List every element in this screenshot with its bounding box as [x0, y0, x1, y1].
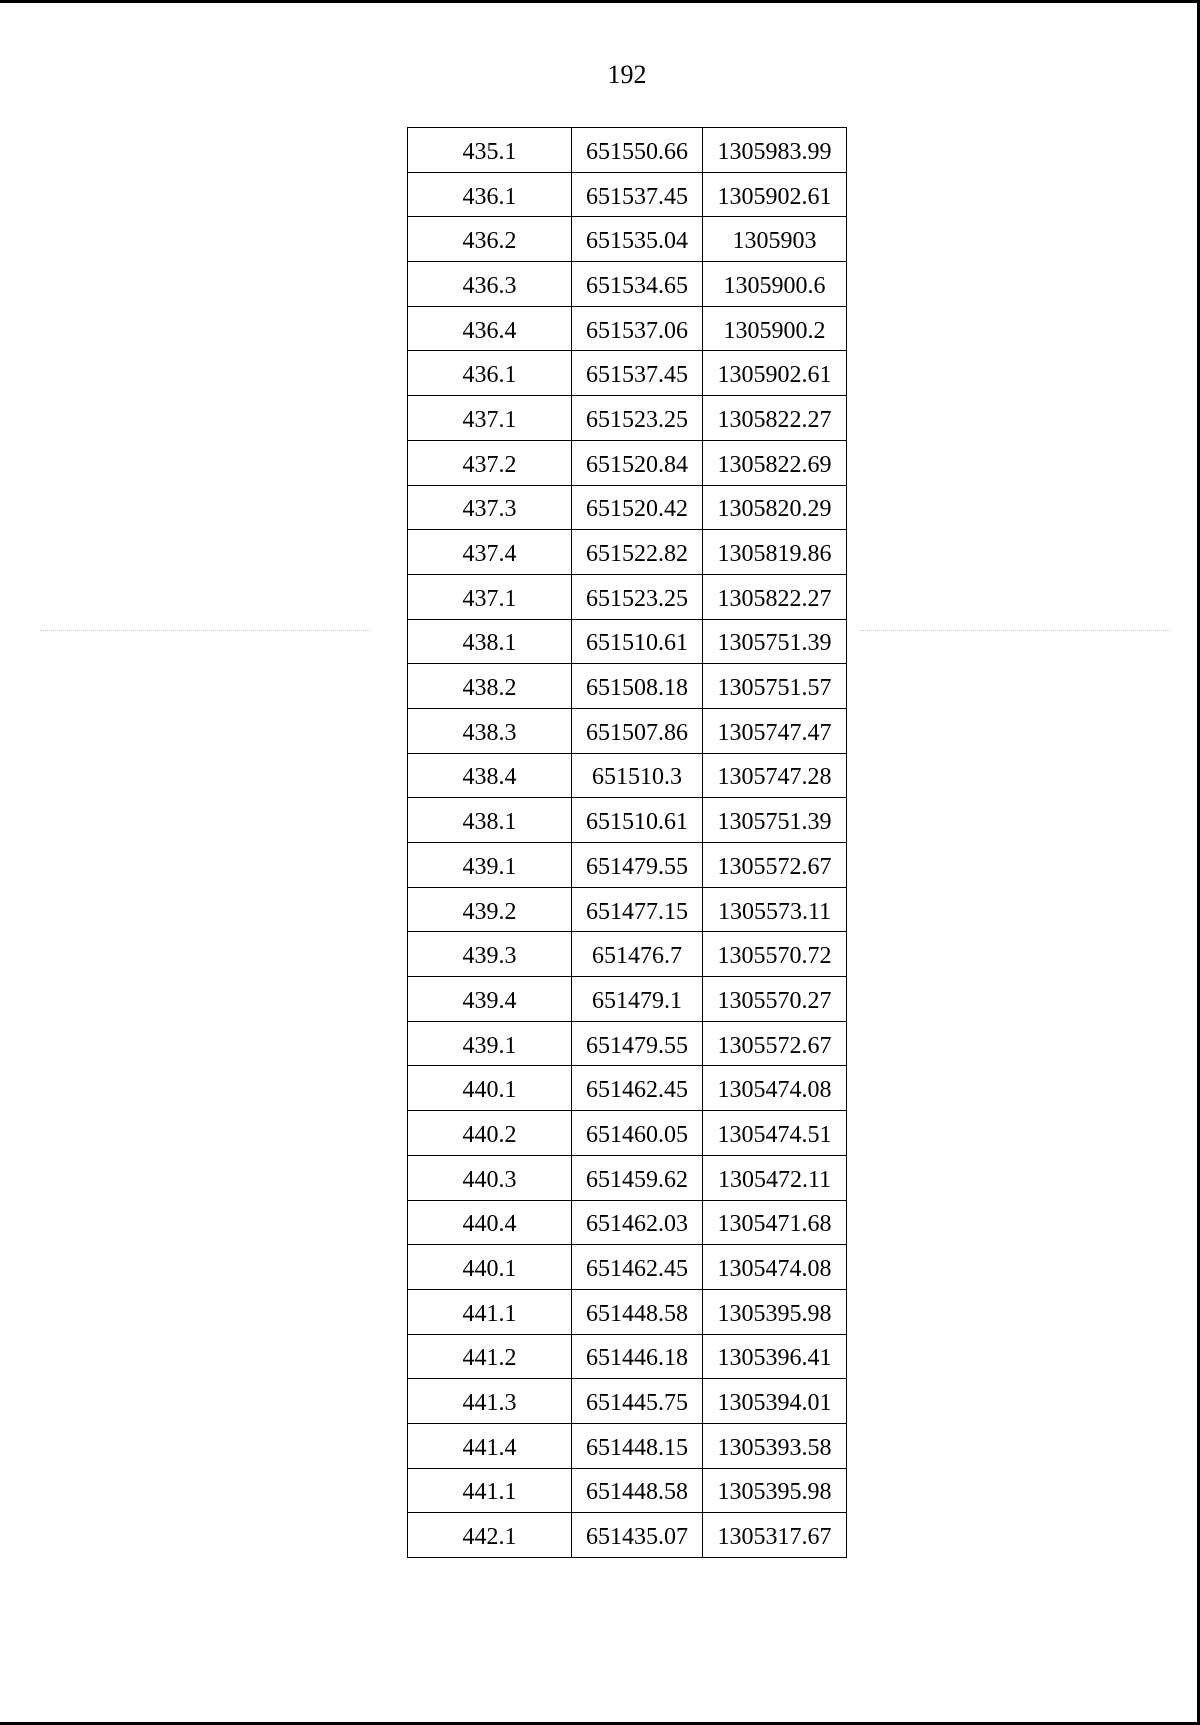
x-coordinate-cell: 651520.84: [572, 440, 703, 485]
y-coordinate-cell: 1305822.27: [703, 574, 847, 619]
table-row: [408, 977, 847, 1022]
x-coordinate-cell: 651508.18: [572, 664, 703, 709]
point-id-cell: 437.1: [408, 396, 572, 441]
point-id-cell: 439.1: [408, 1021, 572, 1066]
point-id-cell: 440.1: [408, 1245, 572, 1290]
table-row: [408, 1066, 847, 1111]
y-coordinate-cell: 1305394.01: [703, 1379, 847, 1424]
x-coordinate-cell: 651522.82: [572, 530, 703, 575]
y-coordinate-cell: 1305902.61: [703, 172, 847, 217]
x-coordinate-cell: 651445.75: [572, 1379, 703, 1424]
point-id-cell: 436.4: [408, 306, 572, 351]
point-id-cell: 440.4: [408, 1200, 572, 1245]
y-coordinate-cell: 1305393.58: [703, 1423, 847, 1468]
y-coordinate-cell: 1305570.27: [703, 977, 847, 1022]
point-id-cell: 439.4: [408, 977, 572, 1022]
x-coordinate-cell: 651462.03: [572, 1200, 703, 1245]
y-coordinate-cell: 1305471.68: [703, 1200, 847, 1245]
x-coordinate-cell: 651507.86: [572, 708, 703, 753]
y-coordinate-cell: 1305572.67: [703, 1021, 847, 1066]
y-coordinate-cell: 1305474.51: [703, 1111, 847, 1156]
point-id-cell: 441.3: [408, 1379, 572, 1424]
table-row: [408, 396, 847, 441]
y-coordinate-cell: 1305474.08: [703, 1245, 847, 1290]
y-coordinate-cell: 1305820.29: [703, 485, 847, 530]
table-row: [408, 217, 847, 262]
x-coordinate-cell: 651477.15: [572, 887, 703, 932]
point-id-cell: 437.1: [408, 574, 572, 619]
table-row: [408, 1423, 847, 1468]
table-row: [408, 887, 847, 932]
x-coordinate-cell: 651446.18: [572, 1334, 703, 1379]
y-coordinate-cell: 1305902.61: [703, 351, 847, 396]
y-coordinate-cell: 1305983.99: [703, 128, 847, 173]
table-row: [408, 1379, 847, 1424]
y-coordinate-cell: 1305472.11: [703, 1155, 847, 1200]
x-coordinate-cell: 651448.15: [572, 1423, 703, 1468]
table-row: [408, 574, 847, 619]
y-coordinate-cell: 1305751.57: [703, 664, 847, 709]
scan-artifact-dots-left: [40, 630, 370, 631]
table-row: [408, 1021, 847, 1066]
x-coordinate-cell: 651479.1: [572, 977, 703, 1022]
y-coordinate-cell: 1305751.39: [703, 619, 847, 664]
table-row: [408, 1111, 847, 1156]
y-coordinate-cell: 1305572.67: [703, 843, 847, 888]
x-coordinate-cell: 651448.58: [572, 1468, 703, 1513]
table-row: [408, 440, 847, 485]
page-number: 192: [607, 60, 647, 89]
y-coordinate-cell: 1305819.86: [703, 530, 847, 575]
table-row: [408, 306, 847, 351]
y-coordinate-cell: 1305395.98: [703, 1289, 847, 1334]
y-coordinate-cell: 1305747.47: [703, 708, 847, 753]
x-coordinate-cell: 651535.04: [572, 217, 703, 262]
x-coordinate-cell: 651537.06: [572, 306, 703, 351]
point-id-cell: 439.2: [408, 887, 572, 932]
y-coordinate-cell: 1305395.98: [703, 1468, 847, 1513]
table-row: [408, 798, 847, 843]
x-coordinate-cell: 651435.07: [572, 1513, 703, 1558]
point-id-cell: 440.1: [408, 1066, 572, 1111]
y-coordinate-cell: 1305822.69: [703, 440, 847, 485]
x-coordinate-cell: 651460.05: [572, 1111, 703, 1156]
table-row: [408, 1513, 847, 1558]
point-id-cell: 438.1: [408, 798, 572, 843]
point-id-cell: 440.3: [408, 1155, 572, 1200]
x-coordinate-cell: 651479.55: [572, 843, 703, 888]
point-id-cell: 436.1: [408, 172, 572, 217]
point-id-cell: 438.4: [408, 753, 572, 798]
y-coordinate-cell: 1305317.67: [703, 1513, 847, 1558]
y-coordinate-cell: 1305751.39: [703, 798, 847, 843]
x-coordinate-cell: 651476.7: [572, 932, 703, 977]
x-coordinate-cell: 651479.55: [572, 1021, 703, 1066]
point-id-cell: 439.1: [408, 843, 572, 888]
x-coordinate-cell: 651510.61: [572, 798, 703, 843]
table-row: [408, 708, 847, 753]
x-coordinate-cell: 651537.45: [572, 351, 703, 396]
point-id-cell: 441.1: [408, 1468, 572, 1513]
point-id-cell: 438.2: [408, 664, 572, 709]
point-id-cell: 440.2: [408, 1111, 572, 1156]
point-id-cell: 441.2: [408, 1334, 572, 1379]
y-coordinate-cell: 1305396.41: [703, 1334, 847, 1379]
coordinates-table-container: [407, 127, 847, 1558]
y-coordinate-cell: 1305900.6: [703, 262, 847, 307]
y-coordinate-cell: 1305822.27: [703, 396, 847, 441]
x-coordinate-cell: 651462.45: [572, 1245, 703, 1290]
table-row: [408, 664, 847, 709]
point-id-cell: 441.4: [408, 1423, 572, 1468]
table-row: [408, 1200, 847, 1245]
table-row: [408, 485, 847, 530]
point-id-cell: 437.2: [408, 440, 572, 485]
x-coordinate-cell: 651534.65: [572, 262, 703, 307]
x-coordinate-cell: 651523.25: [572, 574, 703, 619]
table-row: [408, 843, 847, 888]
x-coordinate-cell: 651459.62: [572, 1155, 703, 1200]
x-coordinate-cell: 651550.66: [572, 128, 703, 173]
table-row: [408, 932, 847, 977]
x-coordinate-cell: 651510.3: [572, 753, 703, 798]
x-coordinate-cell: 651510.61: [572, 619, 703, 664]
point-id-cell: 438.1: [408, 619, 572, 664]
point-id-cell: 437.3: [408, 485, 572, 530]
table-row: [408, 1289, 847, 1334]
coordinates-table: [407, 127, 847, 1558]
point-id-cell: 436.1: [408, 351, 572, 396]
point-id-cell: 435.1: [408, 128, 572, 173]
table-row: [408, 128, 847, 173]
table-row: [408, 351, 847, 396]
table-row: [408, 1155, 847, 1200]
point-id-cell: 442.1: [408, 1513, 572, 1558]
table-row: [408, 262, 847, 307]
point-id-cell: 438.3: [408, 708, 572, 753]
scan-artifact-dots-right: [860, 630, 1170, 631]
point-id-cell: 439.3: [408, 932, 572, 977]
table-row: [408, 1334, 847, 1379]
table-row: [408, 172, 847, 217]
table-row: [408, 619, 847, 664]
y-coordinate-cell: 1305900.2: [703, 306, 847, 351]
point-id-cell: 436.2: [408, 217, 572, 262]
y-coordinate-cell: 1305747.28: [703, 753, 847, 798]
y-coordinate-cell: 1305474.08: [703, 1066, 847, 1111]
table-row: [408, 1468, 847, 1513]
y-coordinate-cell: 1305573.11: [703, 887, 847, 932]
x-coordinate-cell: 651462.45: [572, 1066, 703, 1111]
coordinates-table-body: [408, 128, 847, 1558]
y-coordinate-cell: 1305903: [703, 217, 847, 262]
point-id-cell: 436.3: [408, 262, 572, 307]
table-row: [408, 753, 847, 798]
x-coordinate-cell: 651537.45: [572, 172, 703, 217]
x-coordinate-cell: 651448.58: [572, 1289, 703, 1334]
point-id-cell: 437.4: [408, 530, 572, 575]
x-coordinate-cell: 651523.25: [572, 396, 703, 441]
table-row: [408, 1245, 847, 1290]
y-coordinate-cell: 1305570.72: [703, 932, 847, 977]
x-coordinate-cell: 651520.42: [572, 485, 703, 530]
table-row: [408, 530, 847, 575]
point-id-cell: 441.1: [408, 1289, 572, 1334]
